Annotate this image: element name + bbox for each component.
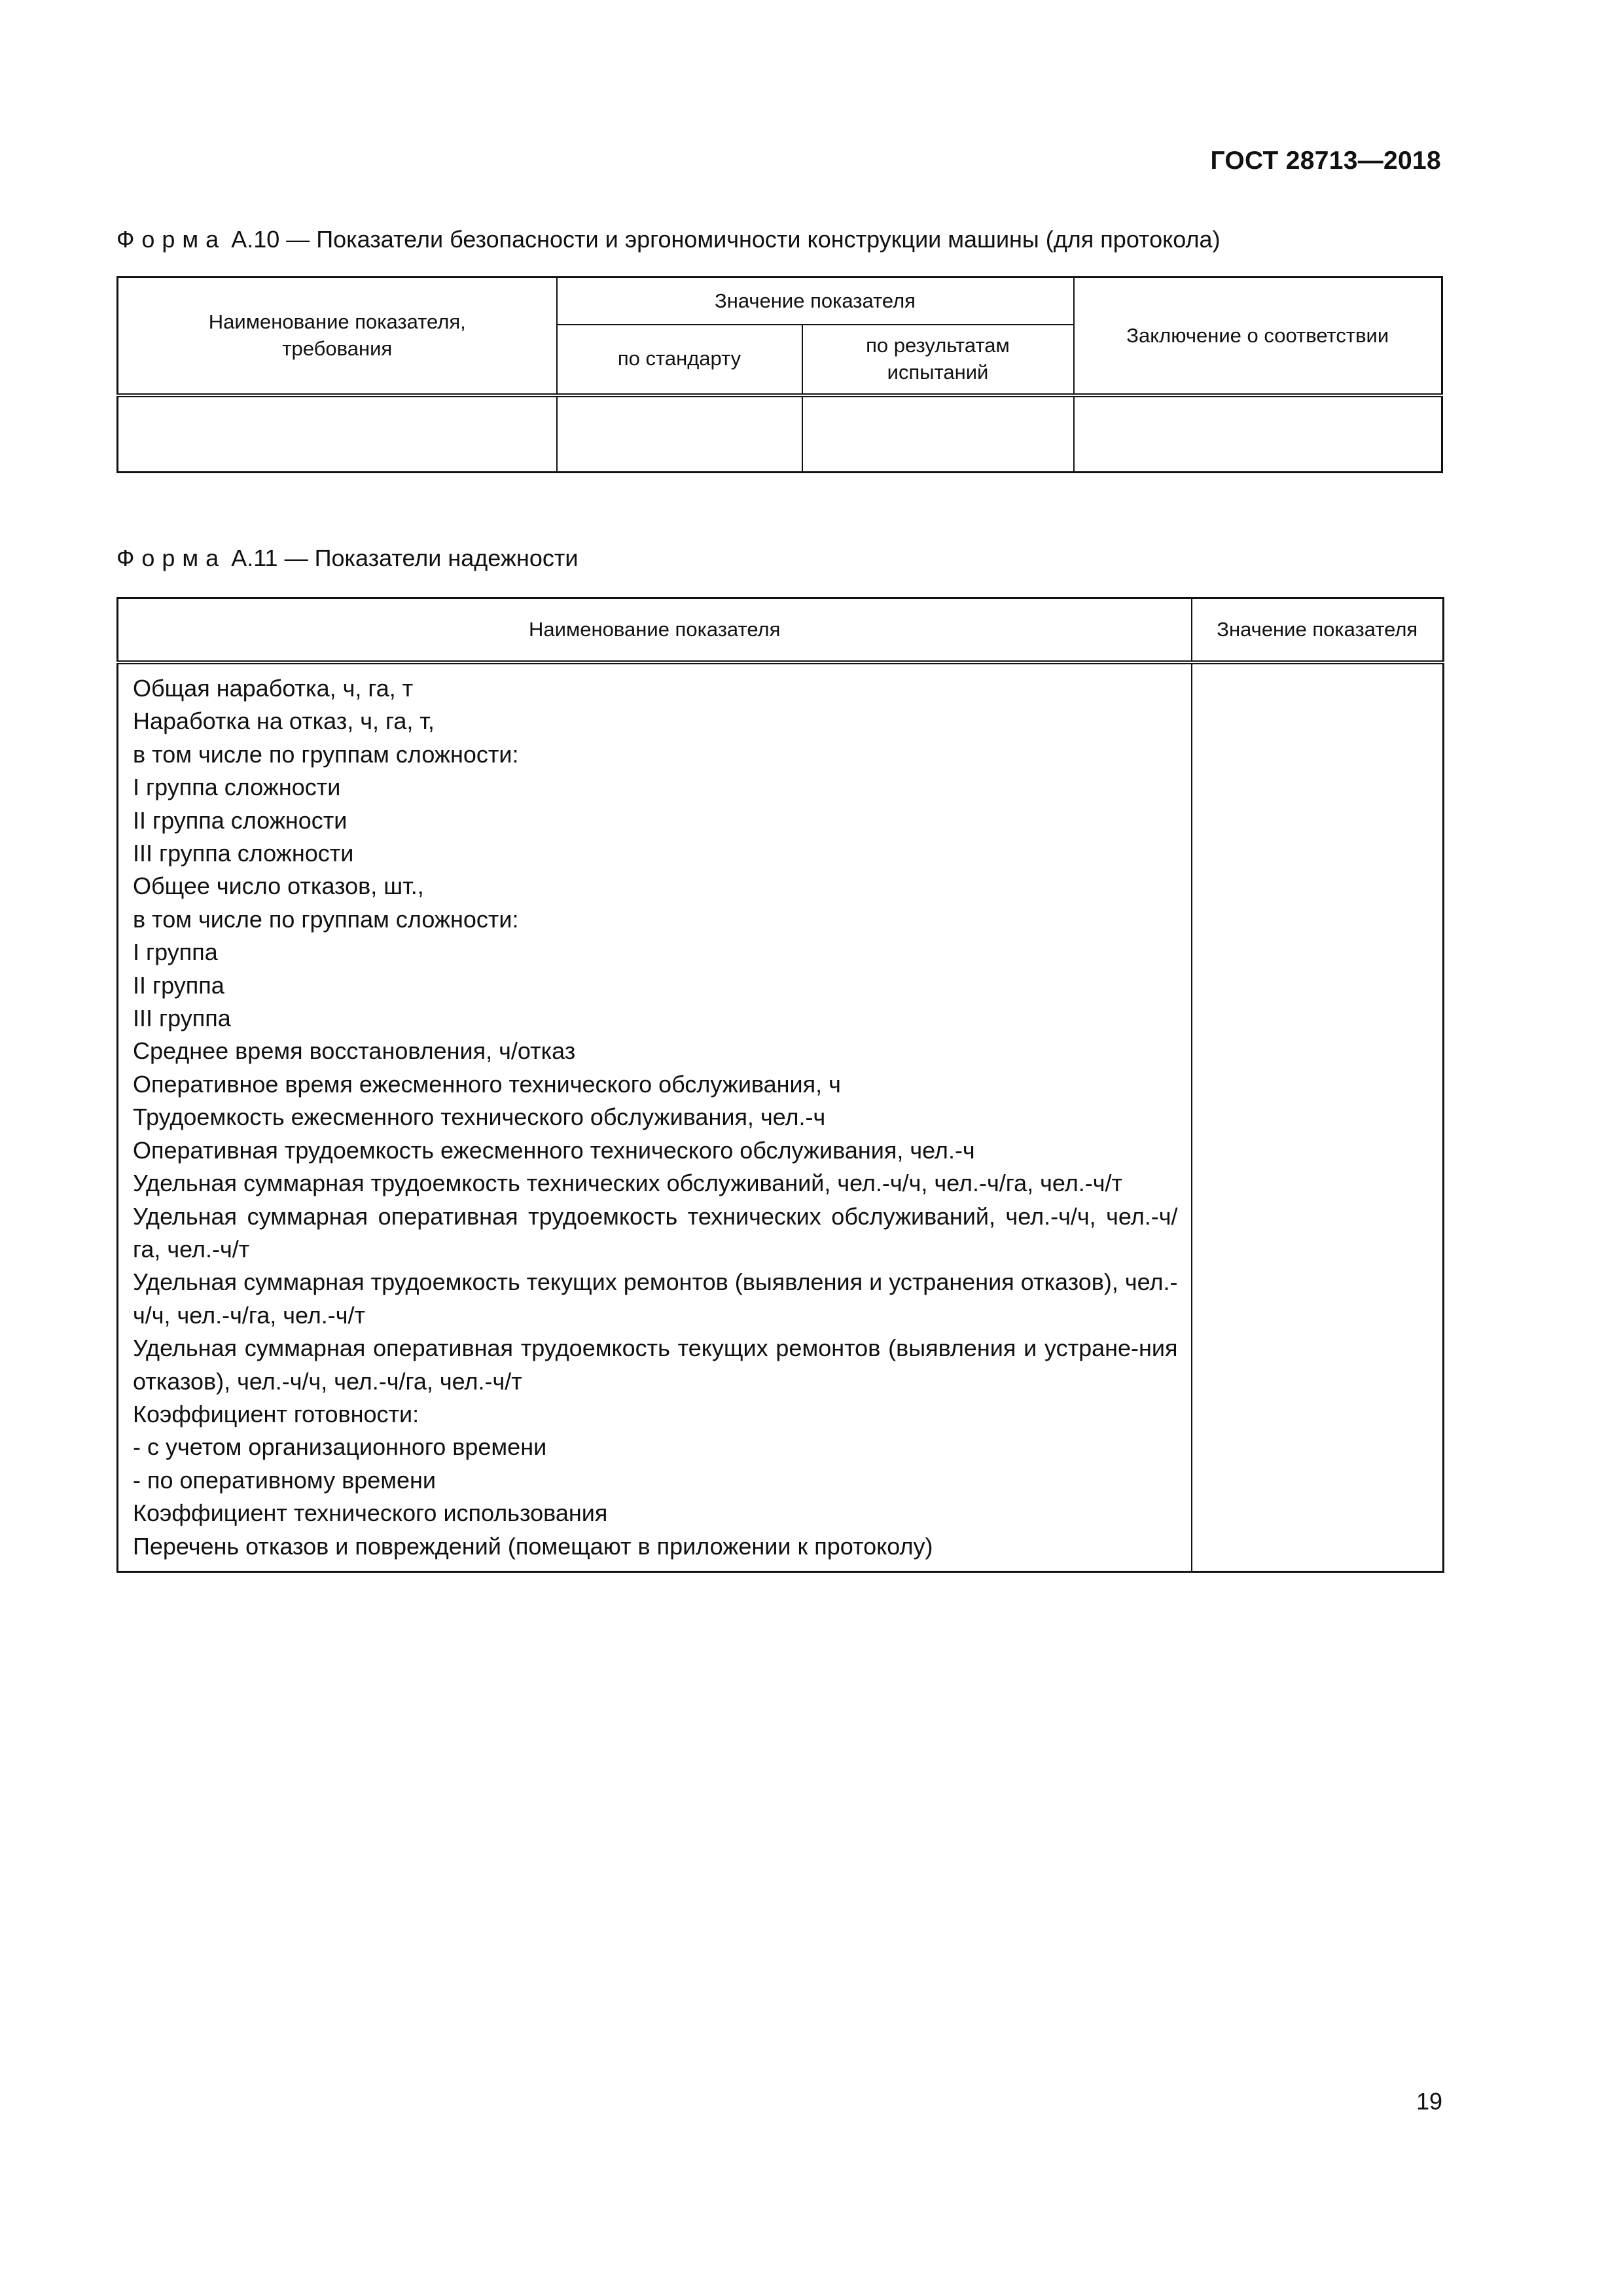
form-a10-table: [116, 276, 1443, 473]
list-item: II группа сложности: [133, 806, 348, 834]
list-item: Наработка на отказ, ч, га, т,: [133, 708, 435, 735]
list-item: Общее число отказов, шт.,: [133, 872, 424, 900]
list-item: II группа: [133, 971, 224, 999]
form-a10-caption-prefix: Форма: [116, 226, 226, 253]
column-header-conclusion: Заключение о соответствии: [1074, 278, 1442, 395]
list-item: Оперативная трудоемкость ежесменного технического обслуживания, чел.-ч: [133, 1136, 975, 1164]
list-item: Коэффициент готовности:: [133, 1400, 419, 1427]
table-cell-name[interactable]: [118, 395, 557, 473]
list-item: Коэффициент технического использования: [133, 1499, 608, 1527]
indicator-value-cell[interactable]: [1192, 662, 1444, 1571]
list-item: Удельная суммарная трудоемкость текущих ремонтов (выявления и устранения отказов), чел.-ч/ч, чел.-ч/га, чел.-ч/т: [133, 1268, 1178, 1329]
form-a11-caption: [116, 545, 579, 572]
form-a10-caption: [116, 226, 1221, 253]
form-a11-caption-text: А.11 — Показатели надежности: [231, 545, 579, 571]
list-item: I группа сложности: [133, 774, 341, 801]
document-code: ГОСТ 28713—2018: [1210, 147, 1441, 175]
form-a10-caption-text: А.10 — Показатели безопасности и эргономичности конструкции машины (для протокола): [231, 226, 1221, 253]
page-number: 19: [1416, 2088, 1442, 2115]
column-header-by-tests: [802, 325, 1074, 395]
list-item: Трудоемкость ежесменного технического обслуживания, чел.-ч: [133, 1103, 826, 1131]
table-row: [118, 662, 1444, 1571]
column-header-by-standard: по стандарту: [557, 325, 802, 395]
column-header-indicator-name: Наименование показателя: [118, 598, 1192, 663]
list-item: - с учетом организационного времени: [133, 1433, 547, 1461]
table-cell-by-tests[interactable]: [802, 395, 1074, 473]
form-a11-caption-prefix: Форма: [116, 545, 226, 571]
column-header-by-tests-text: по результатам испытаний: [866, 334, 1010, 384]
list-item: Удельная суммарная оперативная трудоемкость текущих ремонтов (выявления и устране-ния отказов), чел.-ч/ч, чел.-ч/га, чел.-ч/т: [133, 1335, 1178, 1395]
list-item: Общая наработка, ч, га, т: [133, 675, 414, 702]
list-item: Удельная суммарная трудоемкость технических обслуживаний, чел.-ч/ч, чел.-ч/га, чел.-ч/т: [133, 1170, 1122, 1197]
list-item: I группа: [133, 939, 218, 966]
column-header-name-text: Наименование показателя, требования: [208, 310, 466, 360]
table-cell-by-standard[interactable]: [557, 395, 802, 473]
list-item: Среднее время восстановления, ч/отказ: [133, 1037, 576, 1065]
list-item: Удельная суммарная оперативная трудоемкость технических обслуживаний, чел.-ч/ч, чел.-ч/га, чел.-ч/т: [133, 1202, 1178, 1263]
column-header-name: [118, 278, 557, 395]
list-item: III группа: [133, 1005, 231, 1032]
list-item: в том числе по группам сложности:: [133, 905, 519, 933]
table-cell-conclusion[interactable]: [1074, 395, 1442, 473]
list-item: Оперативное время ежесменного технического обслуживания, ч: [133, 1070, 841, 1098]
table-row: [118, 395, 1442, 473]
list-item: - по оперативному времени: [133, 1466, 437, 1494]
column-header-value-group: Значение показателя: [557, 278, 1074, 325]
list-item: Перечень отказов и повреждений (помещают в приложении к протоколу): [133, 1532, 933, 1560]
list-item: III группа сложности: [133, 840, 354, 867]
column-header-indicator-value: Значение показателя: [1192, 598, 1444, 663]
list-item: в том числе по группам сложности:: [133, 740, 519, 768]
form-a11-table: [116, 597, 1444, 1573]
indicator-list: [118, 662, 1192, 1571]
